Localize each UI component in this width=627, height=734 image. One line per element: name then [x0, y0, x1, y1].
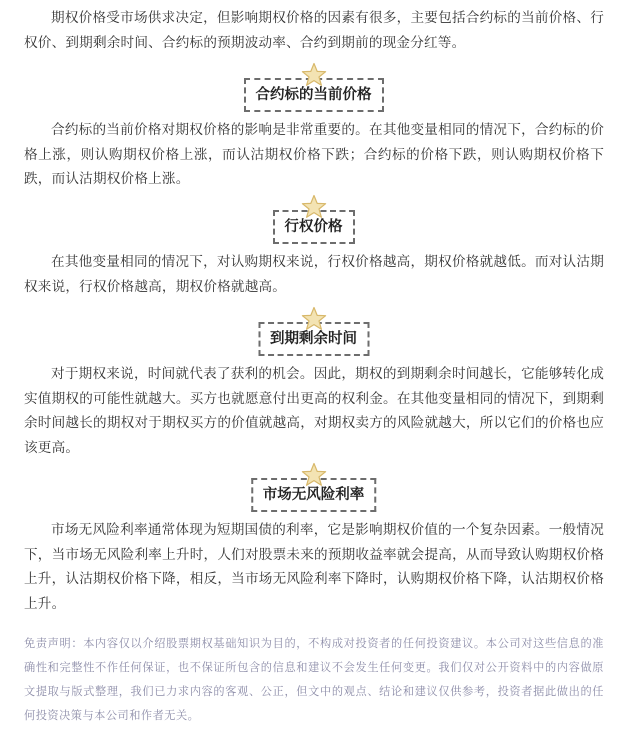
disclaimer-text: 免责声明：本内容仅以介绍股票期权基础知识为目的，不构成对投资者的任何投资建议。本公司对这些信息的准确性和完整性不作任何保证，也不保证所包含的信息和建议不会发生任何变更。我们仅对公开资料中的内容做原文提取与版式整理，我们已力求内容的客观、公正，但文中的观点、结论和建议仅供参考，投资者据此做出的任何投资决策与本公司和作者无关。 — [24, 637, 604, 722]
section-heading-3 — [0, 306, 627, 358]
star-icon — [301, 62, 327, 88]
star-icon — [301, 462, 327, 488]
section-title: 合约标的当前价格 — [244, 78, 384, 112]
section-heading-1 — [0, 62, 627, 114]
section-title: 行权价格 — [273, 210, 355, 244]
section-body: 在其他变量相同的情况下，对认购期权来说，行权价格越高，期权价格就越低。而对认沽期权来说，行权价格越高，期权价格就越高。 — [24, 254, 604, 295]
intro-paragraph: 期权价格受市场供求决定，但影响期权价格的因素有很多，主要包括合约标的当前价格、行权价、到期剩余时间、合约标的预期波动率、合约到期前的现金分红等。 — [24, 10, 604, 51]
section-body: 合约标的当前价格对期权价格的影响是非常重要的。在其他变量相同的情况下，合约标的价格上涨，则认购期权价格上涨，而认沽期权价格下跌；合约标的价格下跌，则认购期权价格下跌，而认沽期权价格上涨。 — [24, 122, 604, 187]
section-title: 到期剩余时间 — [258, 322, 369, 356]
section-body: 市场无风险利率通常体现为短期国债的利率，它是影响期权价值的一个复杂因素。一般情况下，当市场无风险利率上升时，人们对股票未来的预期收益率就会提高，从而导致认购期权价格上升，认沽期权价格下降，相反，当市场无风险利率下降时，认购期权价格下降，认沽期权价格上升。 — [24, 522, 604, 612]
star-icon — [301, 194, 327, 220]
section-heading-2 — [0, 194, 627, 246]
section-title: 市场无风险利率 — [251, 478, 377, 512]
section-body: 对于期权来说，时间就代表了获利的机会。因此，期权的到期剩余时间越长，它能够转化成实值期权的可能性就越大。买方也就愿意付出更高的权利金。在其他变量相同的情况下，到期剩余时间越长的期权对于期权买方的价值就越高，对期权卖方的风险就越大，所以它们的价格也应该更高。 — [24, 366, 604, 456]
star-icon — [301, 306, 327, 332]
section-heading-4 — [0, 462, 627, 514]
